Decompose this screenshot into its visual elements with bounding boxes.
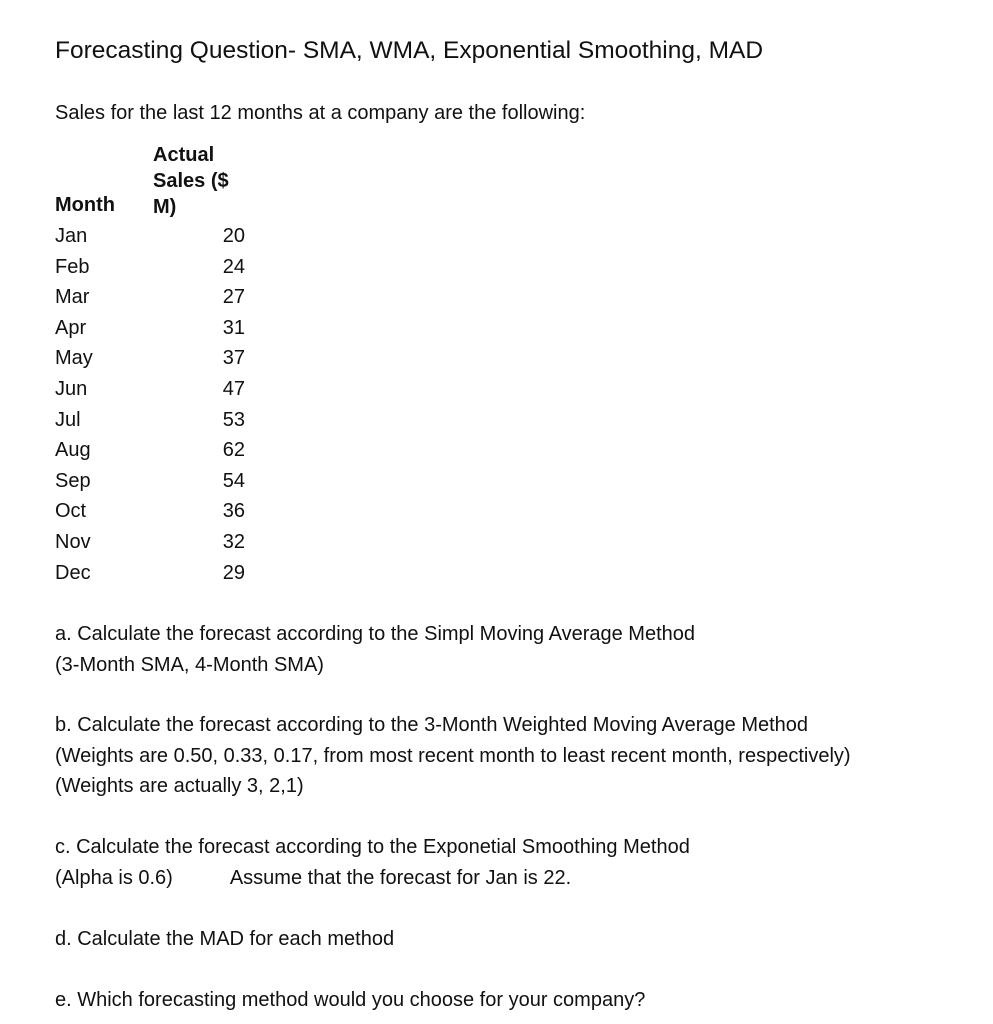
question-b-line: (Weights are 0.50, 0.33, 0.17, from most recent month to least recent month, respectively) [55,744,851,767]
sales-cell: 20 [222,225,245,247]
question-c [55,832,690,893]
question-a-line: (3-Month SMA, 4-Month SMA) [55,653,324,676]
month-cell: Nov [55,530,91,553]
intro-text: Sales for the last 12 months at a company are the following: [55,102,586,124]
question-b-line: b. Calculate the forecast according to the 3-Month Weighted Moving Average Method [55,714,809,736]
month-cell: Jan [55,225,88,247]
month-cell: Mar [55,286,90,309]
alpha-note: (Alpha is 0.6) [55,866,173,889]
table-row [55,223,250,254]
month-cell: May [55,347,93,370]
question-e: e. Which forecasting method would you choose for your company? [55,989,646,1011]
sales-cell: 47 [222,377,245,400]
question-a [55,619,695,680]
table-row [55,407,250,438]
sales-header-line: Sales ($ [153,170,229,192]
question-d: d. Calculate the MAD for each method [55,928,395,950]
sales-header-line: Actual [153,144,215,166]
month-cell: Jul [55,408,81,431]
question-c-line [55,863,690,894]
month-column-header: Month [55,194,115,216]
question-a-line: a. Calculate the forecast according to the Simpl Moving Average Method [55,623,695,645]
month-cell: Aug [55,439,91,462]
table-row [55,468,250,499]
table-row [55,284,250,315]
sales-cell: 36 [222,500,245,523]
sales-cell: 27 [222,286,245,309]
document-title: Forecasting Question- SMA, WMA, Exponential Smoothing, MAD [55,37,764,64]
sales-cell: 29 [222,561,245,584]
table-row [55,437,250,468]
sales-cell: 24 [222,255,245,278]
question-b [55,710,851,802]
month-cell: Apr [55,316,87,339]
sales-cell: 54 [222,469,245,492]
sales-cell: 31 [222,316,245,339]
sales-cell: 53 [222,408,245,431]
table-row [55,254,250,285]
table-row [55,498,250,529]
table-row [55,376,250,407]
jan-forecast-note: Assume that the forecast for Jan is 22. [229,866,572,889]
table-row [55,529,250,560]
sales-column-header [153,142,253,220]
month-cell: Dec [55,561,91,584]
table-row [55,315,250,346]
sales-cell: 62 [222,439,245,462]
sales-table [55,223,250,590]
table-row [55,560,250,591]
month-cell: Sep [55,469,91,492]
question-c-line: c. Calculate the forecast according to the Exponetial Smoothing Method [55,836,690,858]
month-cell: Jun [55,377,88,400]
sales-header-line: M) [153,196,177,218]
question-b-line: (Weights are actually 3, 2,1) [55,775,304,797]
sales-cell: 32 [222,530,245,553]
sales-cell: 37 [222,347,245,370]
month-cell: Feb [55,255,90,278]
month-cell: Oct [55,500,87,523]
table-row [55,345,250,376]
